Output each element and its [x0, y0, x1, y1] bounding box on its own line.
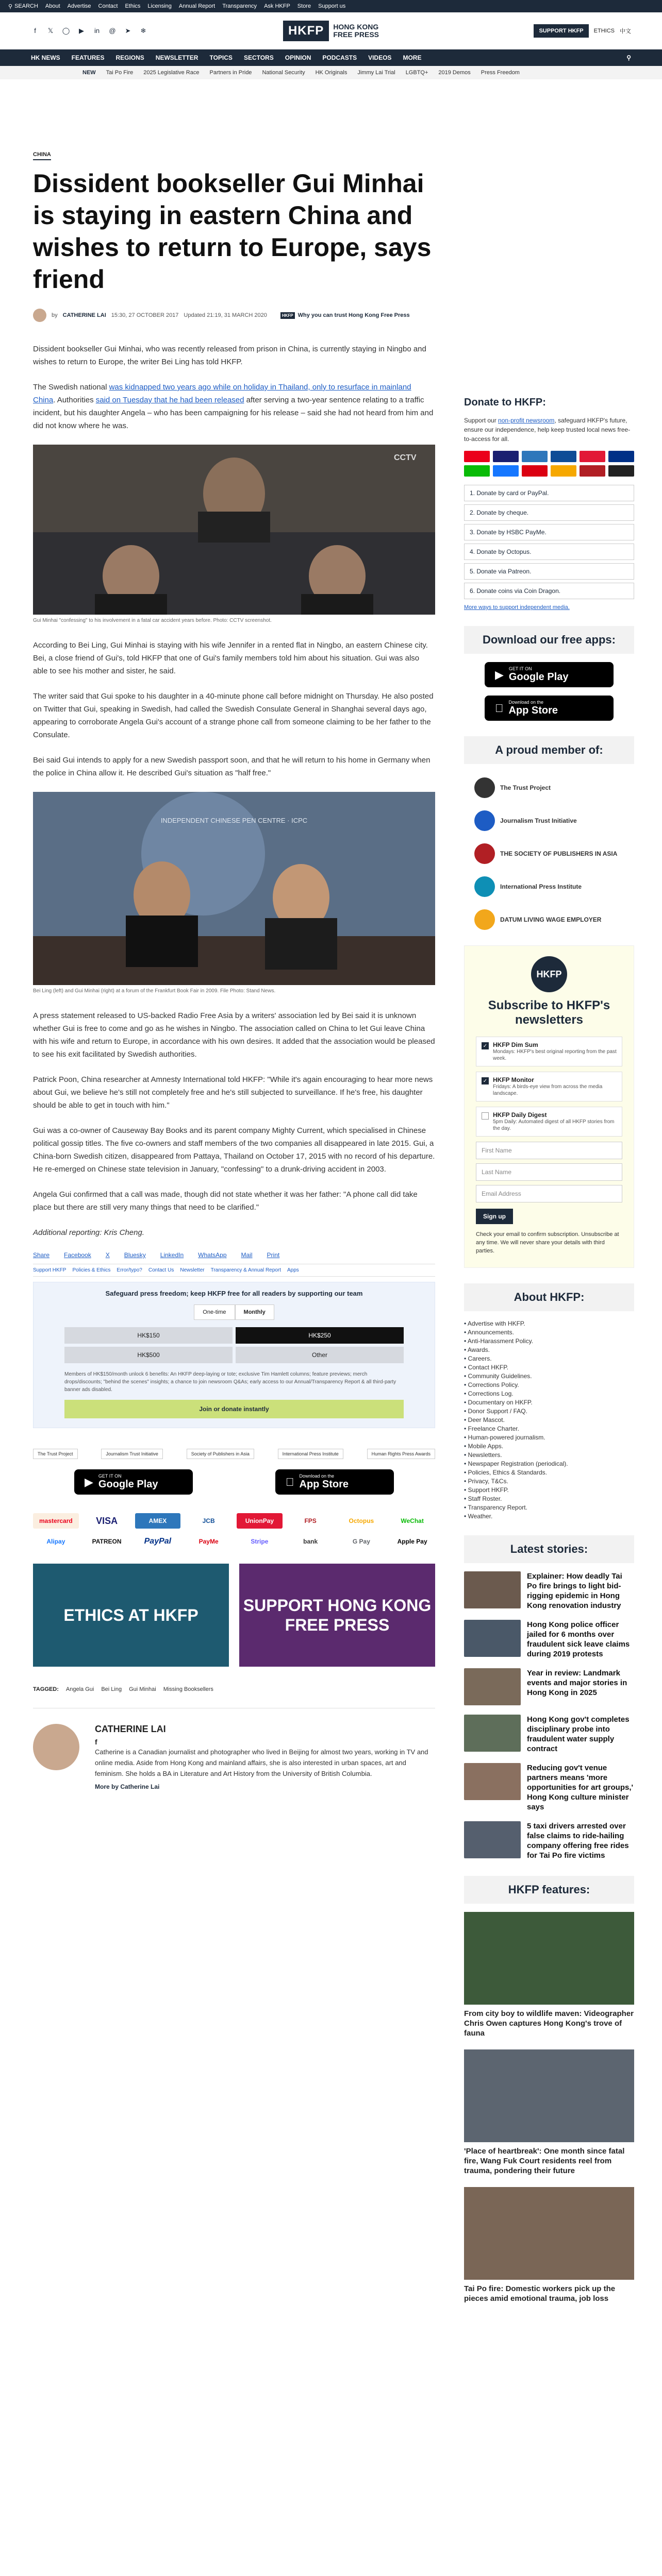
story-item[interactable]: Reducing gov't venue partners means 'more opportunities for art groups,' Hong Kong culture minister says [464, 1763, 634, 1812]
author-avatar [33, 1724, 79, 1770]
newsletter-note: Check your email to confirm subscription. Unsubscribe at any time. We will never share your details with third parties. [476, 1231, 619, 1254]
story-item[interactable]: Explainer: How deadly Tai Po fire brings to light bid-rigging epidemic in Hong Kong renovation industry [464, 1571, 634, 1611]
topbar-link[interactable]: Transparency [222, 3, 257, 9]
author-name[interactable]: CATHERINE LAI [95, 1724, 166, 1734]
trending-link[interactable]: 2019 Demos [438, 70, 471, 76]
stripe-logo: Stripe [251, 1538, 269, 1545]
ethics-banner[interactable]: ETHICS AT HKFP [33, 1564, 229, 1667]
paragraph: According to Bei Ling, Gui Minhai is staying with his wife Jennifer in a rented flat in Ningbo, an eastern Chinese city. Bei, a close friend of Gui's, told HKFP that one of Gui's family members told him about his situation. Gui was also able to see his mother and sister, he said. [33, 641, 428, 675]
more-by-author-link[interactable]: More by Catherine Lai [95, 1783, 160, 1790]
about-link[interactable]: • Deer Mascot. [464, 1416, 634, 1425]
trending-link[interactable]: Jimmy Lai Trial [357, 70, 395, 76]
svg-text:INDEPENDENT CHINESE PEN CENTRE: INDEPENDENT CHINESE PEN CENTRE · ICPC [160, 817, 308, 824]
nav-item[interactable]: PODCASTS [322, 54, 357, 61]
paypal-icon [608, 451, 634, 462]
share-linkedin[interactable]: LinkedIn [160, 1251, 184, 1259]
member-logos [464, 772, 634, 945]
alipay-icon [493, 465, 519, 477]
about-link[interactable]: • Freelance Charter. [464, 1425, 634, 1433]
share-bluesky[interactable]: Bluesky [124, 1251, 146, 1259]
first-name-field[interactable]: First Name [476, 1142, 622, 1159]
jti-logo[interactable]: Journalism Trust Initiative [474, 810, 624, 831]
story-item[interactable]: 5 taxi drivers arrested over false claims to ride-hailing company offering free rides for Tai Po fire victims [464, 1821, 634, 1860]
tag-link[interactable]: Angela Gui [65, 1686, 94, 1692]
amount-option[interactable]: Other [236, 1347, 404, 1363]
nav-item[interactable]: TOPICS [209, 54, 233, 61]
inline-link[interactable]: was kidnapped two years ago while on holiday in Thailand, only to resurface in mainland China [33, 383, 411, 404]
site-logo[interactable]: HKFP HONG KONG FREE PRESS [283, 21, 379, 41]
publish-date: 15:30, 27 OCTOBER 2017 [111, 312, 179, 318]
forum-photo-image [33, 792, 435, 985]
payme-icon [522, 465, 548, 477]
feature-item[interactable]: From city boy to wildlife maven: Videographer Chris Owen captures Hong Kong's trove of fauna [464, 1912, 634, 2038]
paragraph: The writer said that Gui spoke to his daughter in a 40-minute phone call before midnight on Thursday. He also posted on Twitter that Gui, speaking in Swedish, had called the Swedish Consulate General in Shanghai several days ago, appearing to corroborate Angela Gui's account of a strange phone call from someone claiming to be her father to the Consulate. [33, 692, 434, 739]
one-time-tab[interactable]: One-time [194, 1304, 235, 1320]
amex-logo: AMEX [135, 1513, 181, 1529]
visa-logo: VISA [96, 1515, 118, 1526]
more-ways-link[interactable]: More ways to support independent media. [464, 604, 570, 611]
about-link[interactable]: • Weather. [464, 1512, 634, 1521]
sopa-logo[interactable]: THE SOCIETY OF PUBLISHERS IN ASIA [474, 843, 624, 864]
nav-item[interactable]: NEWSLETTER [155, 54, 198, 61]
donate-option[interactable]: 5. Donate via Patreon. [464, 563, 634, 580]
apple-icon [495, 702, 504, 715]
paragraph: Angela Gui confirmed that a call was made, though did not state whether it was her father: "A phone call did take place but there are still very many things that need to be clarified." [33, 1190, 418, 1212]
donate-widget-title: Safeguard press freedom; keep HKFP free for all readers by supporting our team [105, 1290, 363, 1297]
cctv-screenshot-image [33, 445, 435, 615]
tag-link[interactable]: Missing Booksellers [163, 1686, 213, 1692]
topbar-link[interactable]: About [45, 3, 60, 9]
newsletter-signup [464, 945, 634, 1268]
newsletter-title: Subscribe to HKFP's newsletters [488, 998, 610, 1027]
applepay-icon [608, 465, 634, 477]
donate-widget [33, 1282, 435, 1428]
apple-icon [286, 1476, 294, 1489]
donate-options [464, 485, 634, 599]
footer-link[interactable]: Transparency & Annual Report [210, 1267, 281, 1273]
patreon-logo: PATREON [92, 1538, 122, 1545]
member-title: A proud member of: [464, 736, 634, 764]
feature-image [464, 2049, 634, 2142]
author-bio: Catherine is a Canadian journalist and photographer who lived in Beijing for almost two years, working in TV and online media. Aside from Hong Kong and mainland affairs, she is also interested in urban spaces, art and feminism. She holds a BA in Literature and Art History from the University of British Columbia. [95, 1748, 428, 1777]
fps-icon [580, 465, 605, 477]
email-field[interactable]: Email Address [476, 1185, 622, 1202]
trending-link[interactable]: National Security [262, 70, 305, 76]
topbar-link[interactable]: Ask HKFP [264, 3, 290, 9]
nav-item[interactable]: REGIONS [115, 54, 144, 61]
paypal-logo: PayPal [144, 1537, 172, 1546]
story-item[interactable]: Hong Kong gov't completes disciplinary probe into fraudulent water supply contract [464, 1715, 634, 1754]
jcb-icon [551, 451, 576, 462]
article [33, 149, 435, 1790]
about-link[interactable]: • Community Guidelines. [464, 1372, 634, 1381]
youtube-icon[interactable]: ▶ [79, 26, 84, 35]
membership-note: Members of HK$150/month unlock 6 benefits: An HKFP deep-laying or tote; exclusive Tim Hamlett columns; feature previews; merch drops/discounts; "behind the scenes" insights; a chance to join newsroom Q&As; early access to our Annual/Transparency Report & all third-party banner ads disabled. [64, 1371, 396, 1393]
about-link[interactable]: • Careers. [464, 1354, 634, 1363]
tags [33, 1686, 435, 1708]
frequency-toggle [64, 1304, 404, 1320]
footer-link[interactable]: Newsletter [180, 1267, 205, 1273]
trending-link[interactable]: LGBTQ+ [405, 70, 428, 76]
about-link[interactable]: • Newspaper Registration (periodical). [464, 1460, 634, 1468]
topbar-link[interactable]: Store [297, 3, 311, 9]
unionpay-icon [580, 451, 605, 462]
amex-icon [522, 451, 548, 462]
main-nav [0, 49, 662, 66]
sopa-logo[interactable]: Society of Publishers in Asia [187, 1449, 254, 1459]
support-hkfp-button[interactable]: SUPPORT HKFP [534, 24, 588, 38]
support-banner[interactable]: SUPPORT HONG KONG FREE PRESS [239, 1564, 435, 1667]
search-icon[interactable]: ⚲ [626, 54, 631, 61]
about-link[interactable]: • Documentary on HKFP. [464, 1398, 634, 1407]
about-link[interactable]: • Newsletters. [464, 1451, 634, 1460]
paragraph: Dissident bookseller Gui Minhai, who was recently released from prison in China, is currently staying in Ningbo and wishes to return to Europe, the writer Bei Ling has told HKFP. [33, 345, 426, 366]
story-thumbnail [464, 1715, 521, 1752]
share-mail[interactable]: Mail [241, 1251, 253, 1259]
photo-caption: Gui Minhai "confessing" to his involvement in a fatal car accident years before. Photo: CCTV screenshot. [33, 618, 272, 623]
footer-link[interactable]: Error/typo? [117, 1267, 142, 1273]
donate-intro: Support our non-profit newsroom, safeguard HKFP's future, ensure our independence, help keep trusted local news free-to-access for all. [464, 417, 631, 443]
trending-link[interactable]: Partners in Pride [209, 70, 252, 76]
visa-icon [493, 451, 519, 462]
donate-option[interactable]: 6. Donate coins via Coin Dragon. [464, 583, 634, 599]
category-label[interactable]: CHINA [33, 151, 51, 160]
share-link[interactable]: Share [33, 1251, 50, 1259]
app-store-badge[interactable]: Download on the App Store [275, 1469, 394, 1495]
feature-image [464, 2187, 634, 2280]
mastercard-icon [464, 451, 490, 462]
join-button[interactable]: Join or donate instantly [64, 1400, 404, 1418]
amount-option[interactable]: HK$500 [64, 1347, 233, 1363]
svg-text:CCTV: CCTV [394, 453, 417, 462]
paragraph: The Swedish national was kidnapped two years ago while on holiday in Thailand, only to resurface in mainland China. Authorities said on Tuesday that he had been released after serving a two-year sentence relating to a traffic incident, but his daughter Angela – who has been campaigning for his release – said she had not heard from him and did not know where he was. [33, 383, 434, 430]
byline: by CATHERINE LAI 15:30, 27 OCTOBER 2017 Updated 21:19, 31 MARCH 2020 HKFP Why you can trust Hong Kong Free Press [33, 309, 435, 322]
bank-logo: bank [303, 1538, 318, 1545]
alipay-logo: Alipay [46, 1538, 65, 1545]
article-photo [33, 445, 435, 615]
about-link[interactable]: • Corrections Policy. [464, 1381, 634, 1389]
jcb-logo: JCB [202, 1517, 215, 1524]
signup-button[interactable]: Sign up [476, 1209, 513, 1224]
author-box [33, 1724, 435, 1790]
ipi-logo[interactable]: International Press Institute [474, 876, 624, 897]
article-photo [33, 792, 435, 985]
amount-options [64, 1327, 404, 1363]
promo-banners [33, 1564, 435, 1667]
about-link[interactable]: • Contact HKFP. [464, 1363, 634, 1372]
topbar-link[interactable]: Advertise [67, 3, 91, 9]
trust-project-logo[interactable]: The Trust Project [474, 777, 624, 798]
apple-pay-logo: Apple Pay [397, 1538, 427, 1545]
nav-item[interactable]: MORE [403, 54, 422, 61]
search-link[interactable]: ⚲ SEARCH [8, 3, 38, 10]
top-utility-bar [0, 0, 662, 12]
photo-caption: Bei Ling (left) and Gui Minhai (right) at a forum of the Frankfurt Book Fair in 2009. File Photo: Stand News. [33, 988, 276, 994]
newsletter-option[interactable]: ✓ HKFP Dim Sum Mondays: HKFP's best original reporting from the past week. [476, 1037, 622, 1066]
language-link[interactable]: 中文 [620, 28, 631, 35]
about-link[interactable]: • Staff Roster. [464, 1495, 634, 1503]
payme-logo: PayMe [198, 1538, 219, 1545]
about-link[interactable]: • Advertise with HKFP. [464, 1319, 634, 1328]
paragraph: Patrick Poon, China researcher at Amnesty International told HKFP: "While it's again encouraging to hear more news about Gui, we believe he's still not completely free and he's still subjected to surveillance. If he's free, his daughter should be able to get in touch with him." [33, 1075, 433, 1110]
footer-link[interactable]: Apps [287, 1267, 299, 1273]
share-links [33, 1251, 435, 1259]
about-link[interactable]: • Policies, Ethics & Standards. [464, 1468, 634, 1477]
about-link[interactable]: • Human-powered journalism. [464, 1433, 634, 1442]
story-thumbnail [464, 1620, 521, 1657]
latest-title: Latest stories: [464, 1535, 634, 1563]
about-link[interactable]: • Corrections Log. [464, 1389, 634, 1398]
payment-methods [33, 1513, 435, 1549]
hrpa-logo[interactable]: Human Rights Press Awards [367, 1449, 435, 1459]
fps-logo: FPS [304, 1517, 317, 1524]
social-links [31, 27, 147, 35]
x-icon[interactable]: 𝕏 [47, 26, 54, 35]
facebook-icon[interactable]: f [34, 27, 36, 35]
payment-icons [464, 451, 634, 477]
story-thumbnail [464, 1571, 521, 1608]
google-play-icon: ▶ [85, 1475, 93, 1488]
about-title: About HKFP: [464, 1283, 634, 1311]
app-store-badge[interactable]: Download on the App Store [485, 696, 614, 721]
ipi-logo[interactable]: International Press Institute [278, 1449, 343, 1459]
last-name-field[interactable]: Last Name [476, 1163, 622, 1181]
story-item[interactable]: Hong Kong police officer jailed for 6 months over fraudulent sick leave claims during 2019 protests [464, 1620, 634, 1659]
about-link[interactable]: • Privacy, T&Cs. [464, 1477, 634, 1486]
sidebar [464, 397, 634, 2315]
donate-option[interactable]: 4. Donate by Octopus. [464, 544, 634, 560]
amount-option-selected[interactable]: HK$250 [236, 1327, 404, 1344]
footer-link[interactable]: Contact Us [148, 1267, 174, 1273]
app-store-badges [33, 1469, 435, 1495]
inline-link[interactable]: said on Tuesday that he had been released [95, 396, 244, 404]
footer-link[interactable]: Support HKFP [33, 1267, 67, 1273]
topbar-link[interactable]: Annual Report [178, 3, 216, 9]
donate-title: Donate to HKFP: [464, 397, 546, 408]
newsletter-option[interactable]: ✓ HKFP Monitor Fridays: A birds-eye view from across the media landscape. [476, 1072, 622, 1101]
about-link[interactable]: • Support HKFP. [464, 1486, 634, 1495]
google-play-badge[interactable]: ▶ GET IT ON Google Play [485, 662, 614, 687]
jti-logo[interactable]: Journalism Trust Initiative [101, 1449, 163, 1459]
avatar [33, 309, 46, 322]
story-thumbnail [464, 1821, 521, 1858]
tag-link[interactable]: Gui Minhai [129, 1686, 156, 1692]
about-link[interactable]: • Transparency Report. [464, 1503, 634, 1512]
story-thumbnail [464, 1763, 521, 1800]
additional-reporting: Additional reporting: Kris Cheng. [33, 1228, 144, 1237]
donate-option[interactable]: 3. Donate by HSBC PayMe. [464, 524, 634, 540]
feature-item[interactable]: Tai Po fire: Domestic workers pick up the pieces amid emotional trauma, job loss [464, 2187, 634, 2303]
facebook-icon[interactable]: f [95, 1738, 97, 1746]
topbar-link[interactable]: Ethics [125, 3, 141, 9]
trust-project-logo[interactable]: The Trust Project [33, 1449, 78, 1459]
story-item[interactable]: Year in review: Landmark events and major stories in Hong Kong in 2025 [464, 1668, 634, 1705]
google-play-icon: ▶ [495, 668, 504, 681]
octopus-icon [551, 465, 576, 477]
topbar-link[interactable]: Support us [318, 3, 346, 9]
monthly-tab[interactable]: Monthly [235, 1304, 274, 1320]
google-play-badge[interactable]: ▶ GET IT ON Google Play [74, 1469, 193, 1495]
feature-item[interactable]: 'Place of heartbreak': One month since fatal fire, Wang Fuk Court residents reel from trauma, pondering their future [464, 2049, 634, 2176]
amount-option[interactable]: HK$150 [64, 1327, 233, 1344]
hkfp-logo: HKFP [531, 956, 567, 992]
bluesky-icon[interactable]: ❄ [140, 26, 146, 35]
new-label: NEW [82, 70, 96, 76]
latest-stories [464, 1571, 634, 1860]
share-whatsapp[interactable]: WhatsApp [198, 1251, 227, 1259]
wechat-logo: WeChat [401, 1517, 424, 1524]
feature-stories [464, 1912, 634, 2303]
instagram-icon[interactable]: ◯ [62, 26, 70, 35]
ethics-link[interactable]: ETHICS [593, 27, 615, 34]
nav-item[interactable]: SECTORS [243, 54, 274, 61]
headline: Dissident bookseller Gui Minhai is staying in eastern China and wishes to return to Europe, says friend [33, 169, 432, 294]
trending-link[interactable]: Tai Po Fire [106, 70, 134, 76]
unionpay-logo: UnionPay [237, 1513, 283, 1529]
wechat-icon [464, 465, 490, 477]
trust-link[interactable]: HKFP Why you can trust Hong Kong Free Press [280, 312, 410, 319]
linkedin-icon[interactable]: in [94, 27, 100, 35]
about-link[interactable]: • Donor Support / FAQ. [464, 1407, 634, 1416]
octopus-logo: Octopus [349, 1517, 374, 1524]
inline-link[interactable]: non-profit newsroom [498, 417, 555, 424]
trending-bar [0, 66, 662, 79]
about-link[interactable]: • Awards. [464, 1346, 634, 1354]
nav-item[interactable]: HK NEWS [31, 54, 60, 61]
telegram-icon[interactable]: ➤ [125, 26, 131, 35]
checkbox-checked[interactable]: ✓ [482, 1077, 489, 1084]
topbar-link[interactable]: Contact [98, 3, 118, 9]
donate-option[interactable]: 2. Donate by cheque. [464, 504, 634, 521]
topbar-link[interactable]: Licensing [147, 3, 172, 9]
living-wage-logo[interactable]: DATUM LIVING WAGE EMPLOYER [474, 909, 624, 930]
paragraph: Gui was a co-owner of Causeway Bay Books and its parent company Mighty Current, which specialised in Chinese political gossip titles. The five co-owners and staff members of the two companies all disappeared in late 2015. Gui, a China-born Swedish citizen, disappeared from Pattaya, Thailand on October 17, 2015 with no record of his departure. He re-emerged on Chinese state television in January, "confessing" to a drunk-driving accident in 2003. [33, 1126, 435, 1174]
about-links [464, 1319, 634, 1521]
tag-link[interactable]: Bei Ling [101, 1686, 122, 1692]
nav-item[interactable]: FEATURES [71, 54, 105, 61]
newsletter-option[interactable]: HKFP Daily Digest 5pm Daily: Automated digest of all HKFP stories from the day. [476, 1107, 622, 1137]
paragraph: Bei said Gui intends to apply for a new Swedish passport soon, and that he will return to his home in Germany when the police in China allow it. He described Gui's situation as "half free." [33, 756, 431, 777]
about-link[interactable]: • Anti-Harassment Policy. [464, 1337, 634, 1346]
share-x[interactable]: X [105, 1251, 110, 1259]
paragraph: A press statement released to US-backed Radio Free Asia by a writers' association led by Bei said it is unknown whether Gui is free to come and go as he wishes in Ningbo. The association called on China to let Gui leave China with his wife and return to Europe, in accordance with his own desires. It added that the association would be pleased to see his exit facilitated by Swedish authorities. [33, 1011, 435, 1059]
apps-title: Download our free apps: [464, 626, 634, 654]
share-print[interactable]: Print [267, 1251, 280, 1259]
threads-icon[interactable]: @ [109, 27, 116, 35]
updated-date: Updated 21:19, 31 MARCH 2020 [184, 312, 267, 318]
about-link[interactable]: • Announcements. [464, 1328, 634, 1337]
search-icon: ⚲ [8, 3, 13, 10]
share-facebook[interactable]: Facebook [64, 1251, 91, 1259]
footer-link[interactable]: Policies & Ethics [72, 1267, 111, 1273]
partner-logos [33, 1449, 435, 1459]
checkbox-unchecked[interactable] [482, 1112, 489, 1120]
google-pay-logo: G Pay [352, 1538, 370, 1545]
author-link[interactable]: CATHERINE LAI [62, 312, 106, 318]
donate-option[interactable]: 1. Donate by card or PayPal. [464, 485, 634, 501]
checkbox-checked[interactable]: ✓ [482, 1042, 489, 1049]
tags-label: TAGGED: [33, 1686, 59, 1692]
masthead [0, 12, 662, 49]
trending-link[interactable]: Press Freedom [481, 70, 520, 76]
about-link[interactable]: • Mobile Apps. [464, 1442, 634, 1451]
nav-item[interactable]: OPINION [285, 54, 311, 61]
trending-link[interactable]: HK Originals [315, 70, 347, 76]
trending-link[interactable]: 2025 Legislative Race [143, 70, 200, 76]
features-title: HKFP features: [464, 1876, 634, 1904]
story-thumbnail [464, 1668, 521, 1705]
article-footer-links [33, 1264, 435, 1277]
nav-item[interactable]: VIDEOS [368, 54, 392, 61]
feature-image [464, 1912, 634, 2005]
mastercard-logo: mastercard [33, 1513, 79, 1529]
